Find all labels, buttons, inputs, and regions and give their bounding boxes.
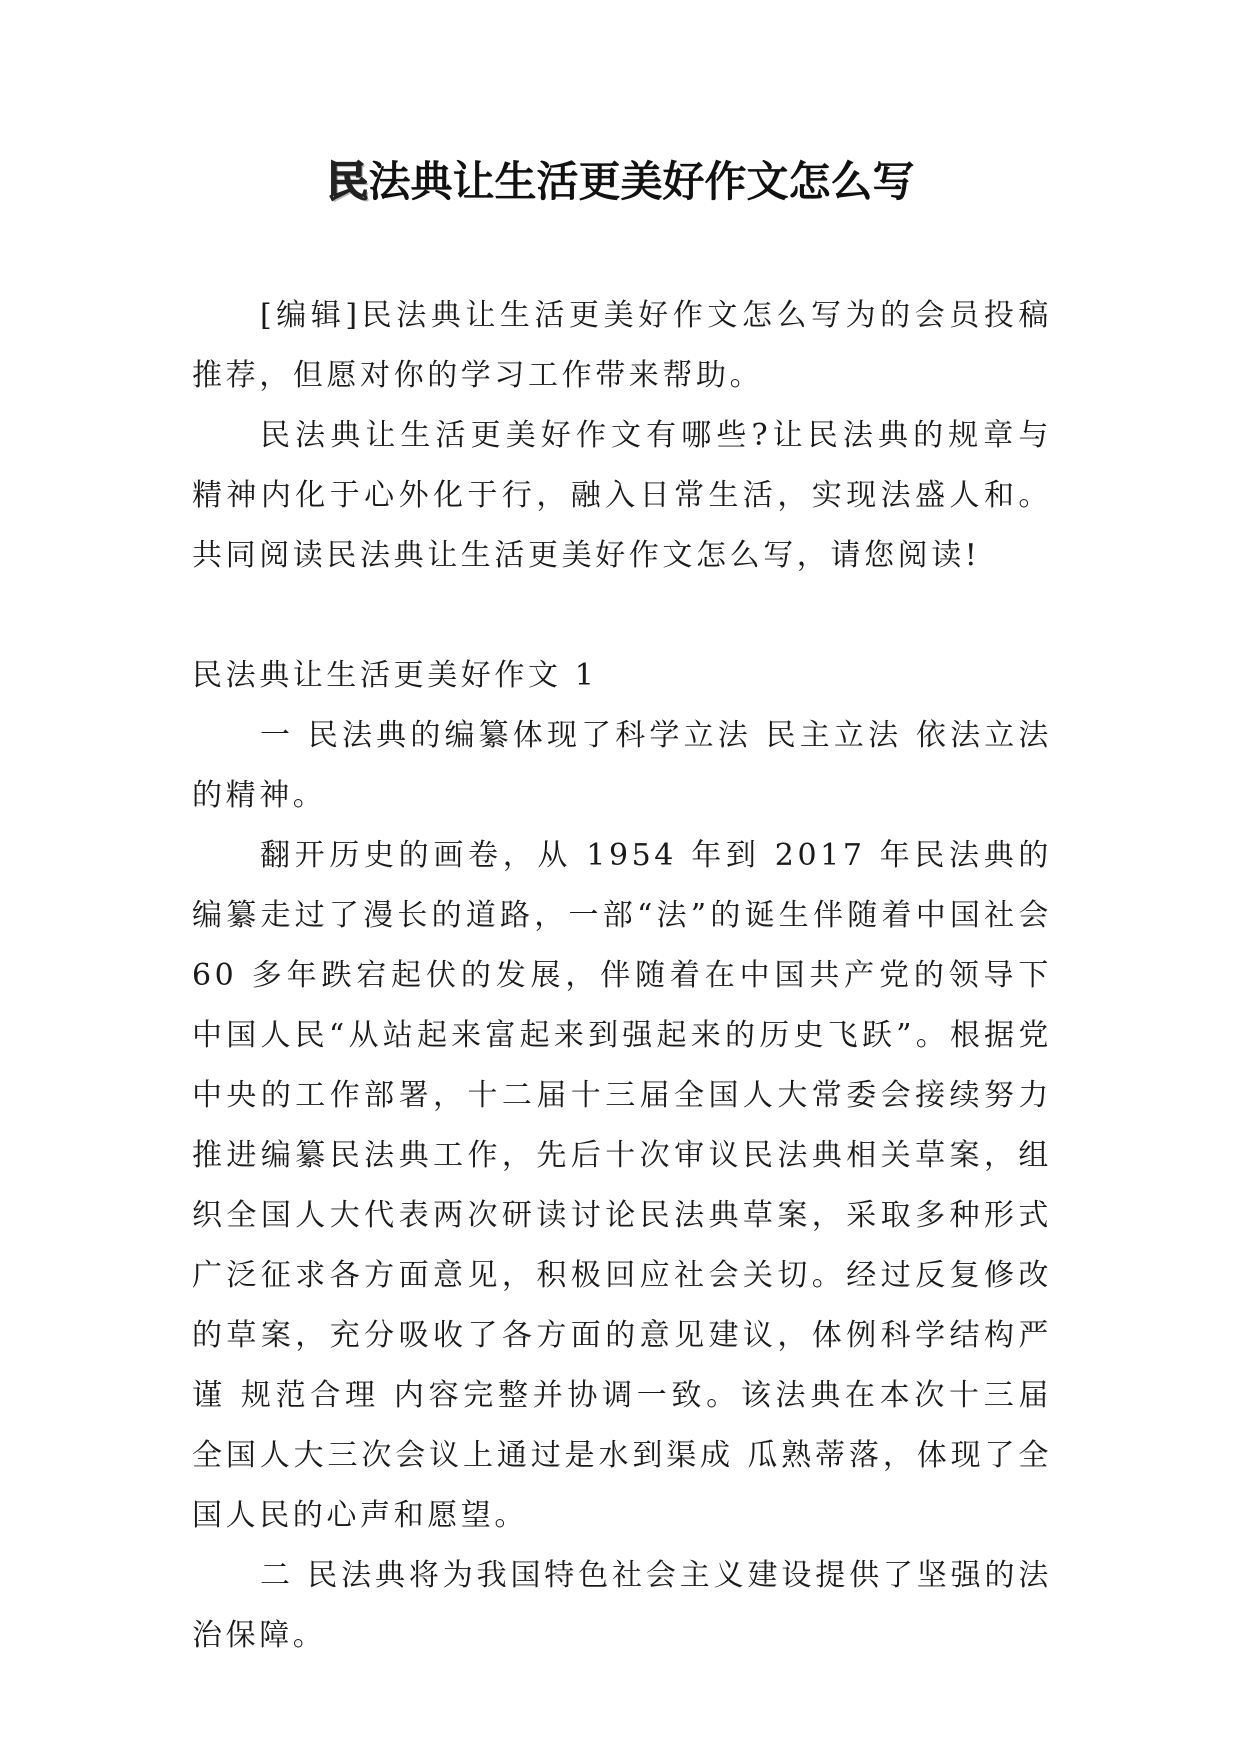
- document-title: [0, 152, 1241, 212]
- title-first-character: 民: [326, 157, 369, 206]
- intro-paragraph-summary: 民法典让生活更美好作文有哪些?让民法典的规章与精神内化于心外化于行，融入日常生活，实现法盛人和。共同阅读民法典让生活更美好作文怎么写，请您阅读!: [192, 418, 1052, 573]
- point-one-heading: 一 民法典的编纂体现了科学立法 民主立法 依法立法的精神。: [192, 718, 1052, 813]
- history-paragraph: 翻开历史的画卷，从 1954 年到 2017 年民法典的编纂走过了漫长的道路，一部“法”的诞生伴随着中国社会 60 多年跌宕起伏的发展，伴随着在中国共产党的领导下中国人民“从站起来富起来到强起来的历史飞跃”。根据党中央的工作部署，十二届十三届全国人大常委会接续努力推进编纂民法典工作，先后十次审议民法典相关草案，组织全国人大代表两次研读讨论民法典草案，采取多种形式广泛征求各方面意见，积极回应社会关切。经过反复修改的草案，充分吸收了各方面的意见建议，体例科学结构严谨 规范合理 内容完整并协调一致。该法典在本次十三届全国人大三次会议上通过是水到渠成 瓜熟蒂落，体现了全国人民的心声和愿望。: [192, 838, 1052, 1533]
- section-heading: 民法典让生活更美好作文 1: [192, 658, 598, 693]
- document-body: [192, 286, 1052, 1666]
- title-text: 法典让生活更美好作文怎么写: [368, 157, 915, 206]
- point-two-heading: 二 民法典将为我国特色社会主义建设提供了坚强的法治保障。: [192, 1558, 1052, 1653]
- intro-paragraph-editor-note: [编辑]民法典让生活更美好作文怎么写为的会员投稿推荐，但愿对你的学习工作带来帮助。: [192, 298, 1052, 393]
